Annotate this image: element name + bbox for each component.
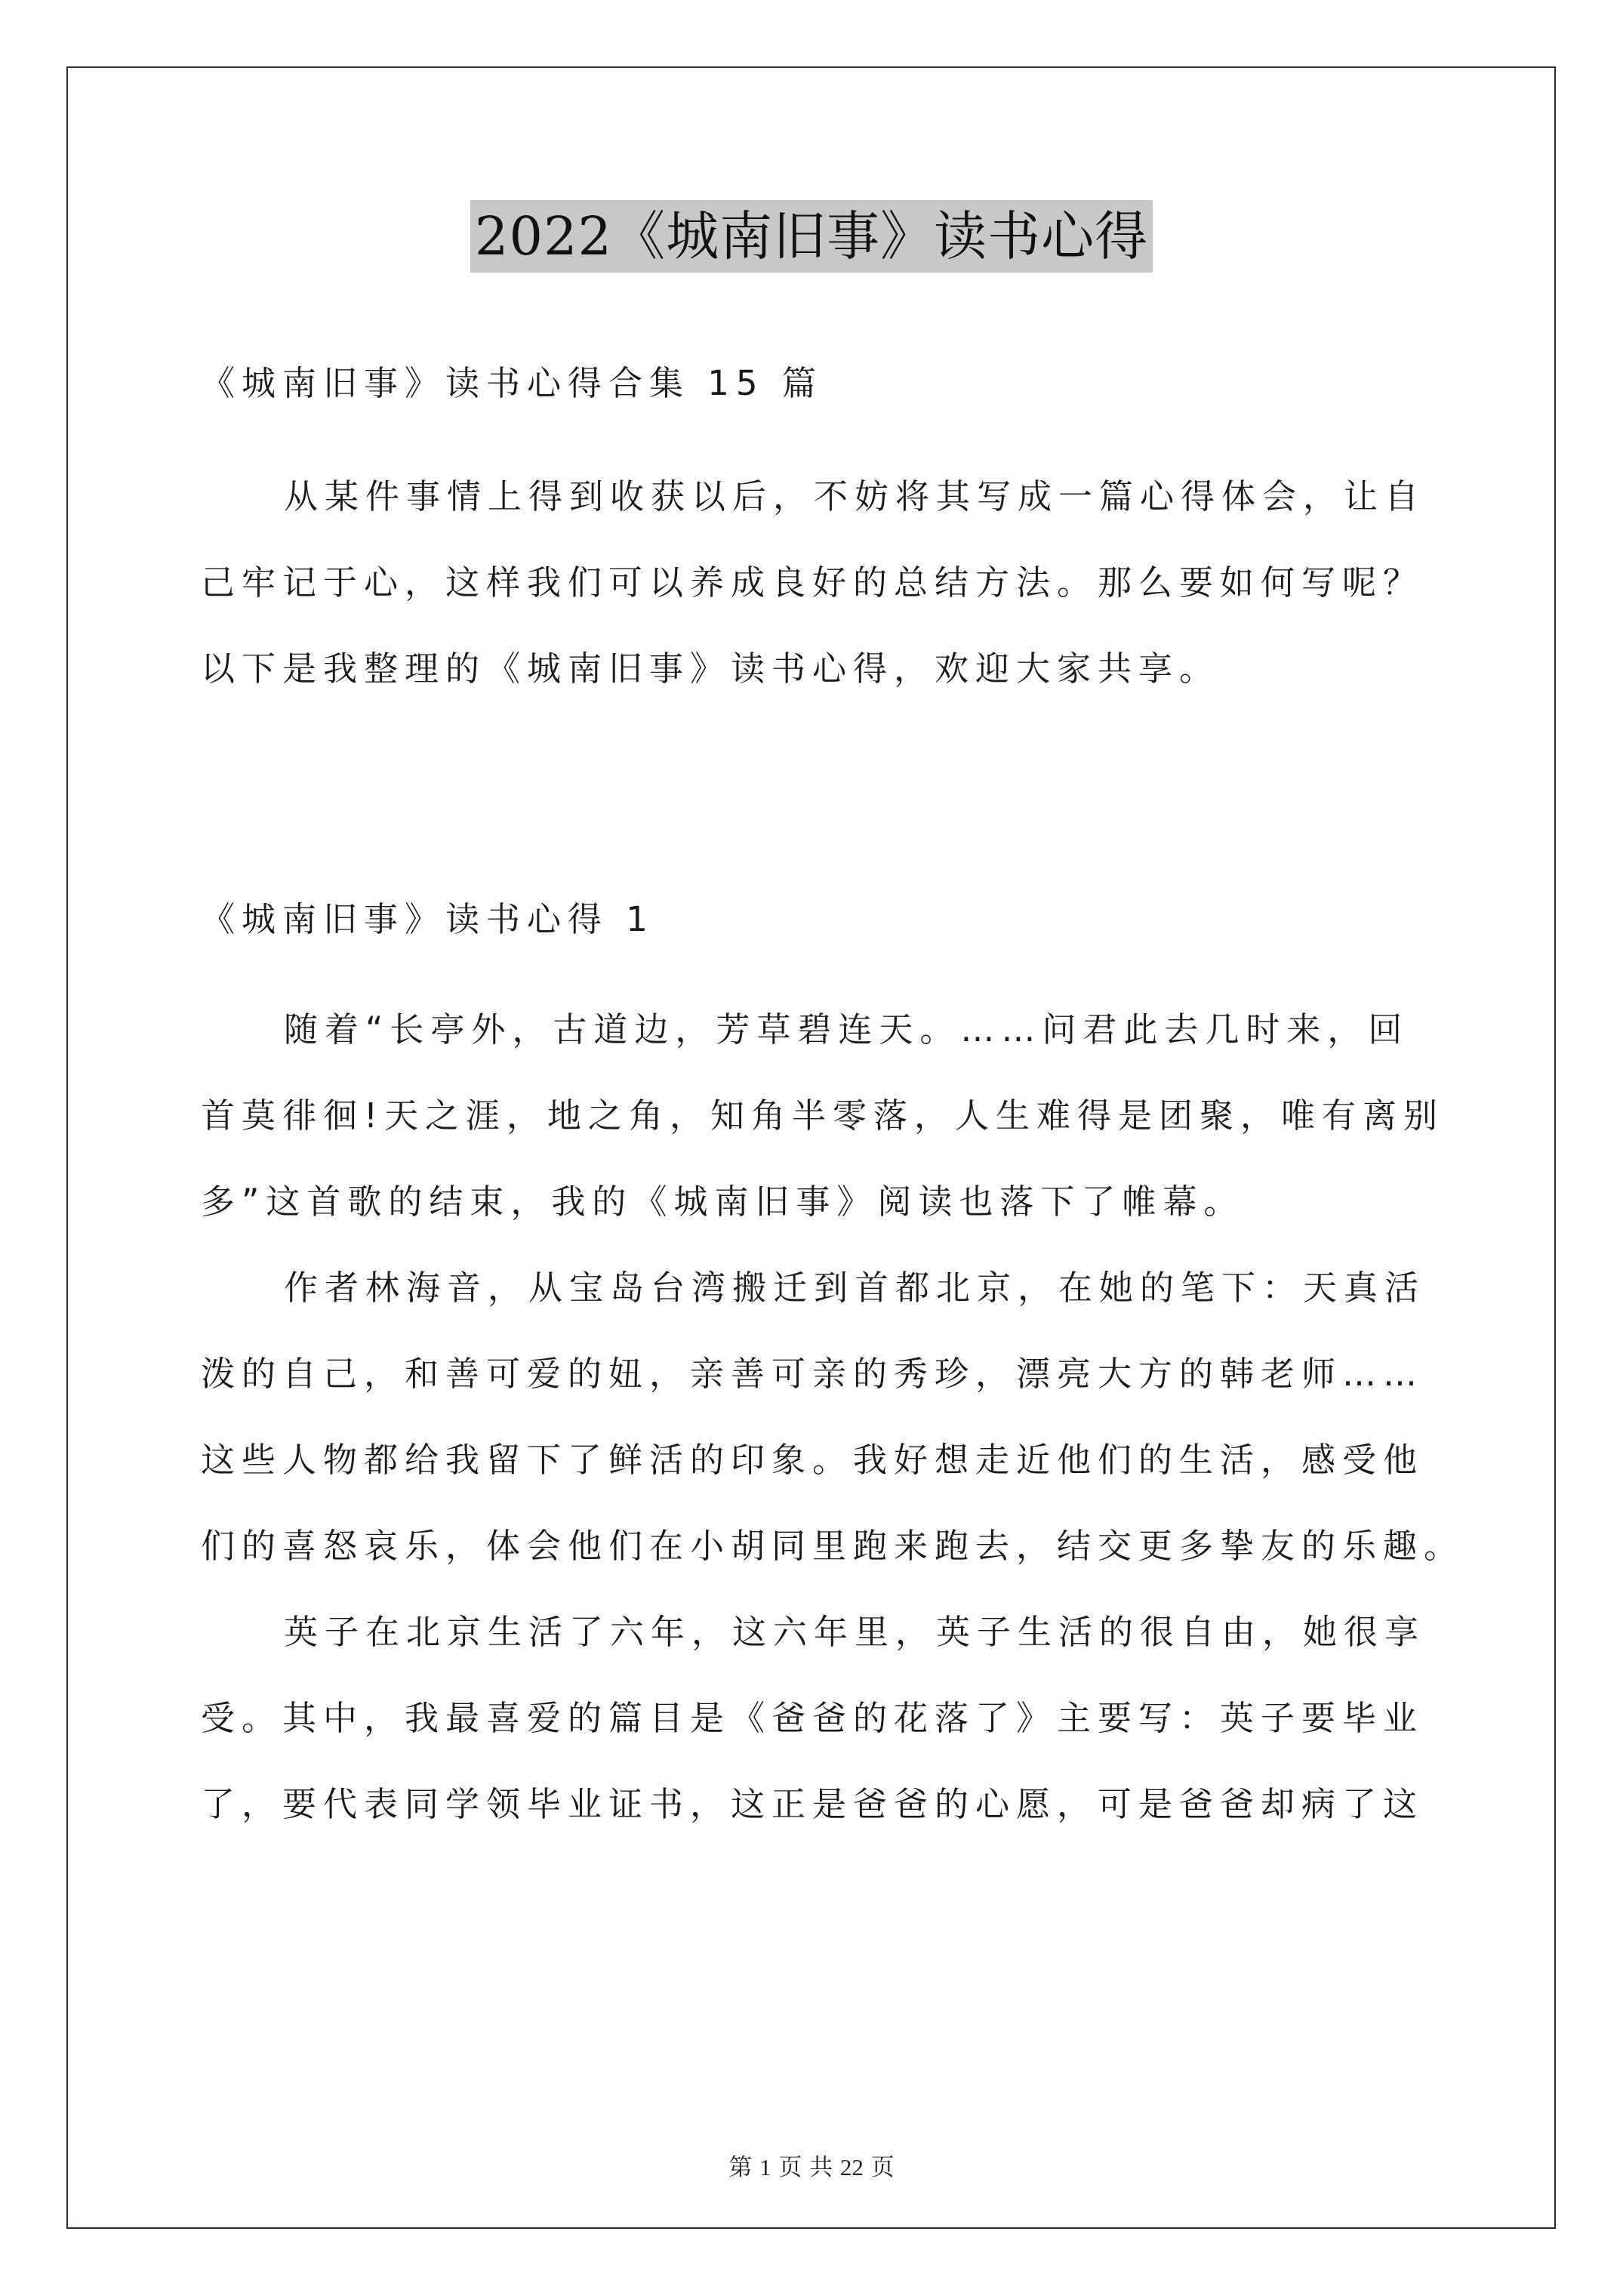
paragraph-line: 这些人物都给我留下了鲜活的印象。我好想走近他们的生活，感受他	[201, 1440, 1424, 1480]
document-title: 2022《城南旧事》读书心得	[470, 200, 1153, 273]
paragraph-line: 首莫徘徊!天之涯，地之角，知角半零落，人生难得是团聚，唯有离别	[201, 1096, 1445, 1136]
paragraph-line: 英子在北京生活了六年，这六年里，英子生活的很自由，她很享	[284, 1612, 1426, 1652]
document-subtitle: 《城南旧事》读书心得合集 15 篇	[201, 363, 823, 403]
section-heading: 《城南旧事》读书心得 1	[201, 899, 654, 939]
paragraph-line: 们的喜怒哀乐，体会他们在小胡同里跑来跑去，结交更多挚友的乐趣。	[201, 1526, 1465, 1566]
paragraph-line: 泼的自己，和善可爱的妞，亲善可亲的秀珍，漂亮大方的韩老师……	[201, 1354, 1424, 1394]
paragraph-line: 随着“长亭外，古道边，芳草碧连天。……问君此去几时来，回	[284, 1009, 1409, 1049]
intro-line: 己牢记于心，这样我们可以养成良好的总结方法。那么要如何写呢？	[201, 562, 1424, 603]
paragraph-line: 受。其中，我最喜爱的篇目是《爸爸的花落了》主要写：英子要毕业	[201, 1698, 1424, 1738]
paragraph-line: 了，要代表同学领毕业证书，这正是爸爸的心愿，可是爸爸却病了这	[201, 1784, 1424, 1824]
intro-line: 以下是我整理的《城南旧事》读书心得，欢迎大家共享。	[201, 649, 1221, 689]
paragraph-line: 多”这首歌的结束，我的《城南旧事》阅读也落下了帷幕。	[201, 1182, 1245, 1222]
page-footer: 第 1 页 共 22 页	[728, 2154, 895, 2180]
paragraph-line: 作者林海音，从宝岛台湾搬迁到首都北京，在她的笔下：天真活	[284, 1268, 1426, 1308]
title-container	[0, 200, 1623, 273]
intro-line: 从某件事情上得到收获以后，不妨将其写成一篇心得体会，让自	[284, 476, 1426, 516]
